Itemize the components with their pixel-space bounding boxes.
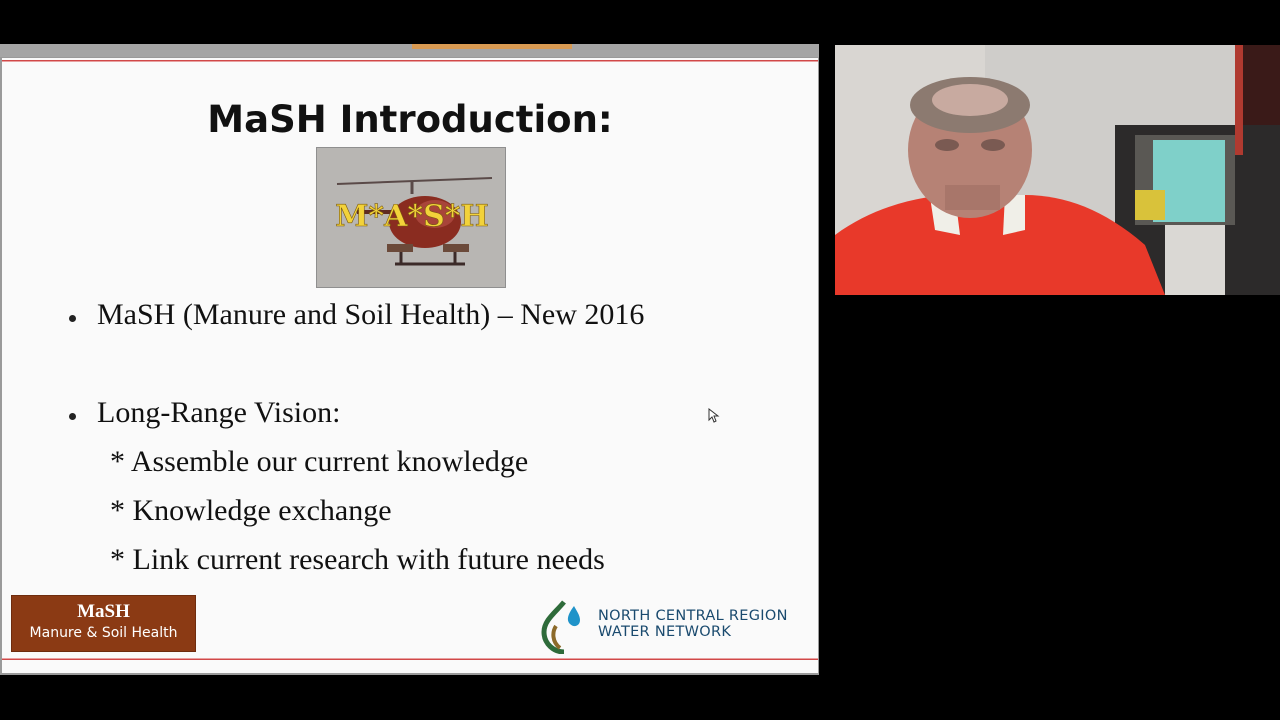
bullet-marker [69,413,76,420]
window-tab-accent [412,44,572,49]
ncr-water-network-logo [536,598,816,654]
mash-image-caption: M*A*S*H [335,199,489,234]
bullet-item: Long-Range Vision: [97,396,341,429]
bullet-item: MaSH (Manure and Soil Health) – New 2016 [97,298,645,331]
shared-slide-window [0,44,819,675]
mash-logo-title: MaSH [77,601,130,622]
presentation-slide [2,58,818,673]
slide-bottom-rule [2,658,818,660]
water-drop-icon [536,598,592,654]
sub-bullet-item: * Assemble our current knowledge [110,445,529,478]
ncr-logo-line1: NORTH CENTRAL REGION [598,608,788,624]
mash-logo-subtitle: Manure & Soil Health [29,625,178,641]
ncr-logo-line2: WATER NETWORK [598,624,732,640]
mash-logo [11,595,196,652]
webcam-feed [835,45,1280,295]
presenter-video-tile[interactable] [835,45,1280,295]
sub-bullet-item: * Link current research with future needs [110,543,605,576]
slide-title: MaSH Introduction: [207,98,613,141]
sub-bullet-item: * Knowledge exchange [110,494,392,527]
mouse-pointer-icon [708,408,720,424]
slide-window-topbar [0,44,819,57]
ncr-logo-text [598,608,788,640]
bullet-list [2,58,818,658]
bullet-marker [69,315,76,322]
